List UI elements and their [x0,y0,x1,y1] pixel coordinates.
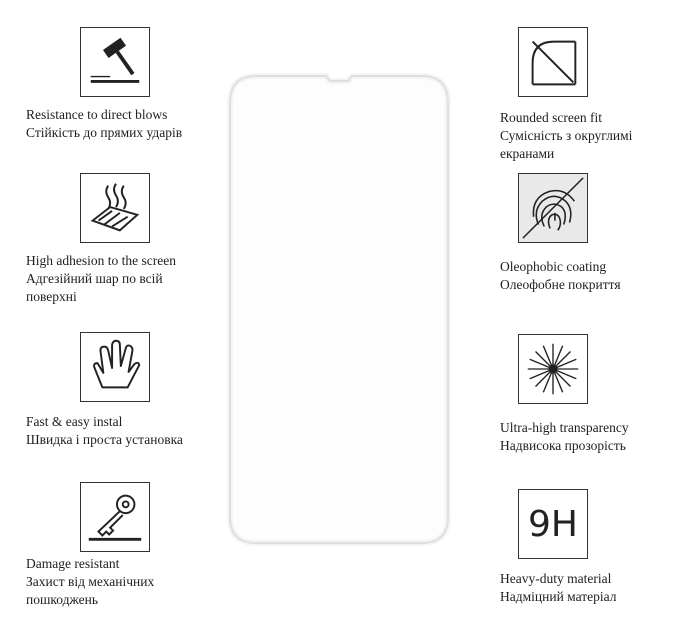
feature-caption-adhesion [26,252,176,306]
caption-line: Адгезійний шар по всій [26,271,163,286]
caption-line: Швидка і проста установка [26,432,183,447]
feature-caption-damage [26,555,154,609]
hammer-icon [80,27,150,97]
caption-line: поверхні [26,289,77,304]
feature-caption-transparency [500,419,629,455]
feature-caption-oleophobic [500,258,621,294]
caption-line: Resistance to direct blows [26,107,168,122]
caption-line: Damage resistant [26,556,120,571]
caption-line: Захист від механічних [26,574,155,589]
feature-caption-heavy-duty [500,570,617,606]
caption-line: High adhesion to the screen [26,253,176,268]
feature-caption-rounded [500,109,632,163]
caption-line: Ultra-high transparency [500,420,629,435]
sparkle-icon [518,334,588,404]
caption-line: пошкоджень [26,592,98,607]
hardness-9h-icon [518,489,588,559]
caption-line: Сумісність з округлимі [500,128,633,143]
hardness-badge-text: 9H [528,503,578,545]
feature-caption-impact [26,106,182,142]
caption-line: Стійкість до прямих ударів [26,125,183,140]
caption-line: Heavy-duty material [500,571,612,586]
caption-line: Fast & easy instal [26,414,123,429]
caption-line: екранами [500,146,555,161]
caption-line: Надвисока прозорість [500,438,626,453]
rounded-corner-icon [518,27,588,97]
feature-caption-install [26,413,183,449]
hand-icon [80,332,150,402]
screen-protector-outline [226,73,452,547]
caption-line: Надміцний матеріал [500,589,617,604]
caption-line: Олеофобне покриття [500,277,621,292]
key-icon [80,482,150,552]
caption-line: Rounded screen fit [500,110,602,125]
caption-line: Oleophobic coating [500,259,607,274]
adhesion-icon [80,173,150,243]
fingerprint-icon [518,173,588,243]
